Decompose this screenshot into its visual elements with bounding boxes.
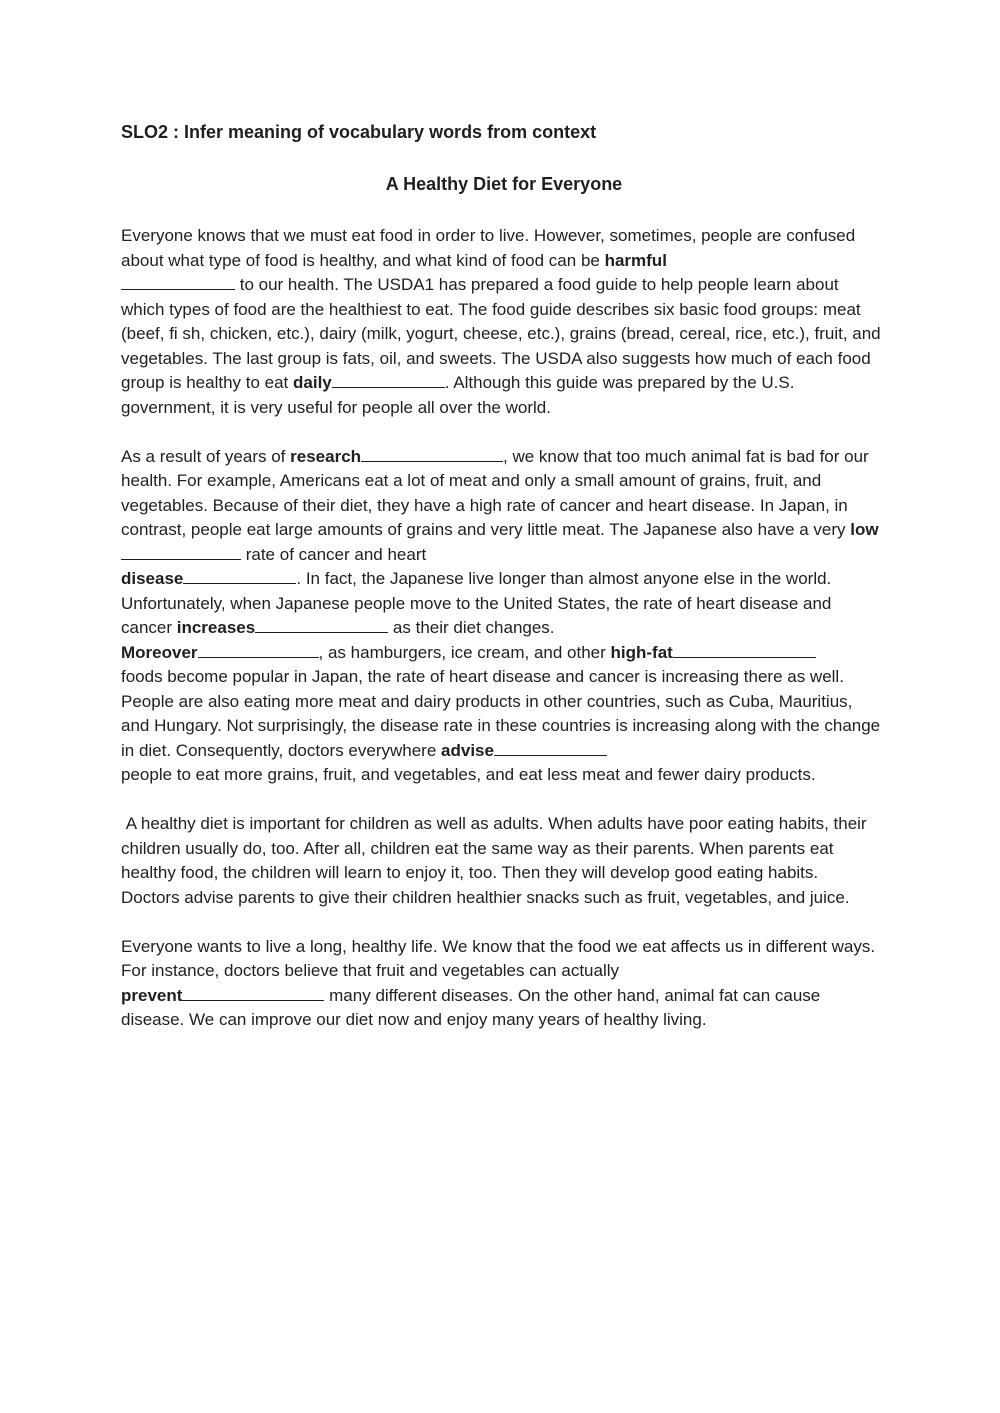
paragraph-2 bbox=[121, 445, 885, 788]
document-title: A Healthy Diet for Everyone bbox=[385, 174, 623, 194]
keyword-high-fat: high-fat bbox=[610, 642, 673, 662]
paragraph-1-text-c: . Although this guide was prepared by the U.S. government, it is very useful for people all over the world. bbox=[121, 373, 800, 417]
blank-daily[interactable] bbox=[332, 373, 445, 388]
blank-high-fat[interactable] bbox=[673, 643, 816, 658]
blank-research[interactable] bbox=[361, 447, 503, 462]
paragraph-2-text-f: , as hamburgers, ice cream, and other bbox=[318, 642, 611, 662]
keyword-low: low bbox=[850, 520, 879, 539]
blank-moreover[interactable] bbox=[198, 643, 319, 658]
keyword-daily: daily bbox=[293, 373, 332, 392]
paragraph-2-text-d: . In fact, the Japanese live longer than almost anyone else in the world. Unfortunately, when Japanese people move to the United States, the rate of heart disease and cancer bbox=[121, 569, 837, 637]
paragraph-2-text-e: as their diet changes. bbox=[388, 618, 555, 637]
slo-heading: SLO2 : Infer meaning of vocabulary words from context bbox=[121, 122, 597, 142]
keyword-moreover: Moreover bbox=[121, 642, 198, 662]
paragraph-1-text-b: to our health. The USDA1 has prepared a food guide to help people learn about which types of food are the healthiest to eat. The food guide describes six basic food groups: meat (beef, fi sh, chicken, etc.), dairy (milk, yogurt, cheese, etc.), grains (bread, cereal, rice, etc.), fruit, and vegetables. The last group is fats, oil, and sweets. The USDA also suggests how much of each food group is healthy to eat bbox=[121, 275, 886, 392]
keyword-disease: disease bbox=[121, 569, 184, 588]
keyword-increases: increases bbox=[176, 618, 256, 637]
blank-disease[interactable] bbox=[183, 569, 296, 584]
keyword-research: research bbox=[290, 446, 362, 466]
paragraph-1 bbox=[121, 224, 886, 420]
blank-low[interactable] bbox=[121, 545, 241, 560]
paragraph-2-text-b: , we know that too much animal fat is bad for our health. For example, Americans eat a lot of meat and only a small amount of grains, fruit, and vegetables. Because of their diet, they have a high rate of cancer and heart disease. In Japan, in contrast, people eat large amounts of grains and very little meat. The Japanese also have a very bbox=[121, 446, 874, 539]
paragraph-1-text-a: Everyone knows that we must eat food in order to live. However, sometimes, people are confused about what type of food is healthy, and what kind of food can be bbox=[121, 226, 860, 270]
blank-increases[interactable] bbox=[255, 618, 388, 633]
worksheet-page bbox=[121, 118, 886, 1033]
paragraph-3: A healthy diet is important for children as well as adults. When adults have poor eating habits, their children usually do, too. After all, children eat the same way as their parents. When parents eat healthy food, the children will learn to enjoy it, too. Then they will develop good eating habits. Doctors advise parents to give their children healthier snacks such as fruit, vegetables, and juice. bbox=[121, 814, 872, 907]
paragraph-2-text-a: As a result of years of bbox=[121, 446, 291, 466]
paragraph-2-text-g: foods become popular in Japan, the rate of heart disease and cancer is increasing there as well. People are also eating more meat and dairy products in other countries, such as Cuba, Mauritius, and Hungary. Not surprisingly, the disease rate in these countries is increasing along with the change in diet. Consequently, doctors everywhere bbox=[121, 667, 885, 760]
paragraph-4-text-a: Everyone wants to live a long, healthy life. We know that the food we eat affects us in different ways. For instance, doctors believe that fruit and vegetables can actually bbox=[121, 936, 880, 980]
paragraph-4-text-b: many different diseases. On the other hand, animal fat can cause disease. We can improve our diet now and enjoy many years of healthy living. bbox=[121, 985, 825, 1029]
keyword-harmful: harmful bbox=[604, 250, 667, 270]
keyword-prevent: prevent bbox=[121, 985, 183, 1005]
paragraph-2-text-h: people to eat more grains, fruit, and vegetables, and eat less meat and fewer dairy products. bbox=[121, 765, 816, 784]
paragraph-2-text-c: rate of cancer and heart bbox=[241, 544, 431, 564]
blank-advise[interactable] bbox=[494, 741, 607, 756]
blank-prevent[interactable] bbox=[182, 986, 324, 1001]
keyword-advise: advise bbox=[441, 740, 494, 760]
blank-harmful[interactable] bbox=[121, 275, 235, 290]
paragraph-4 bbox=[121, 935, 881, 1033]
